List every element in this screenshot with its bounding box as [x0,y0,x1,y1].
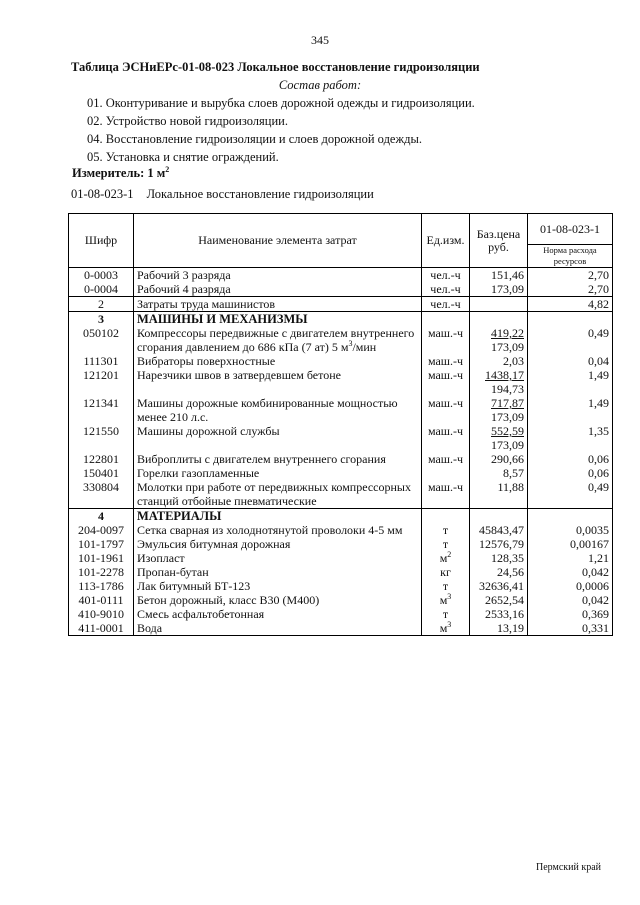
base-price [470,621,528,636]
name-text: Вибраторы поверхностные [137,354,276,368]
name-text: Затраты труда машинистов [137,297,276,311]
unit-text: чел.-ч [430,297,461,311]
unit-text: маш.-ч [427,480,464,494]
price-secondary: 173,09 [491,438,524,452]
unit-of-measure [422,579,470,593]
table-row [69,593,613,607]
region-footer: Пермский край [536,862,601,873]
unit-text: чел.-ч [430,282,461,296]
resource-name [134,621,422,636]
unit-of-measure [422,452,470,466]
resource-code [69,523,134,537]
norm-quantity [528,509,613,524]
name-text: Смесь асфальтобетонная [137,607,265,621]
resource-code [69,297,134,312]
resource-code [69,621,134,636]
unit-text: чел.-ч [430,268,461,282]
unit-of-measure [422,537,470,551]
table-row [69,268,613,283]
table-row [69,523,613,537]
qty-text: 2,70 [588,268,609,282]
unit-text: м [439,593,448,607]
qty-text: 2,70 [588,282,609,296]
qty-text: 0,00167 [570,537,609,551]
unit-of-measure [422,621,470,636]
unit-of-measure [422,565,470,579]
resource-name [134,282,422,297]
name-text: Лак битумный БТ-123 [137,579,251,593]
table-row [69,480,613,509]
price-text: 2652,54 [485,593,524,607]
unit-text: маш.-ч [427,326,464,340]
resource-code [69,268,134,283]
code-text: 122801 [83,452,119,466]
resource-name [134,424,422,452]
base-price [470,537,528,551]
name-text: Пропан-бутан [137,565,209,579]
code-text: 101-2278 [78,565,124,579]
code-text: 113-1786 [78,579,124,593]
norm-code: 01-08-023-1 [71,187,134,201]
name-text: Горелки газопламенные [137,466,260,480]
norm-quantity [528,312,613,327]
base-price [470,565,528,579]
name-text: Эмульсия битумная дорожная [137,537,291,551]
unit-of-measure [422,551,470,565]
name-text: Вода [137,621,163,635]
name-text: Машины дорожные комбинированные мощностью менее 210 л.с. [137,396,398,424]
unit-text: т [442,607,449,621]
norm-quantity [528,607,613,621]
base-price [470,551,528,565]
header-name: Наименование элемента затрат [134,214,422,268]
qty-text: 1,21 [588,551,609,565]
unit-of-measure [422,480,470,509]
name-text: Сетка сварная из холоднотянутой проволоки 4-5 мм [137,523,403,537]
resource-name [134,523,422,537]
norm-quantity [528,268,613,283]
code-text: 101-1797 [78,537,124,551]
qty-text: 0,06 [588,452,609,466]
price-secondary: 194,73 [491,382,524,396]
meter-power: 2 [165,164,170,174]
qty-text: 1,49 [588,396,609,410]
meter-label: Измеритель: 1 м [72,166,166,180]
norm-quantity [528,551,613,565]
resource-code [69,509,134,524]
name-text: МАТЕРИАЛЫ [137,509,222,523]
resource-code [69,593,134,607]
price-text: 2533,16 [485,607,524,621]
header-unit: Ед.изм. [422,214,470,268]
section-row [69,312,613,327]
unit-text: маш.-ч [427,452,464,466]
base-price [470,326,528,354]
qty-text: 0,04 [588,354,609,368]
resource-name [134,354,422,368]
name-text: МАШИНЫ И МЕХАНИЗМЫ [137,312,308,326]
price-primary: 1438,17 [485,368,524,382]
code-text: 411-0001 [78,621,124,635]
code-text: 0-0003 [84,268,118,282]
norm-quantity [528,424,613,452]
price-text: 151,46 [491,268,524,282]
base-price [470,282,528,297]
table-row [69,368,613,396]
name-text: Компрессоры передвижные с двигателем внутреннего сгорания давлением до 686 кПа (7 ат) 5 м [137,326,415,354]
base-price [470,579,528,593]
qty-text: 0,49 [588,326,609,340]
table-row [69,607,613,621]
code-text: 101-1961 [78,551,124,565]
unit-superscript: 3 [447,592,452,601]
name-text: Изопласт [137,551,185,565]
unit-text: кг [440,565,451,579]
resource-code [69,312,134,327]
norm-quantity [528,297,613,312]
norm-quantity [528,368,613,396]
norm-quantity [528,396,613,424]
norm-quantity [528,354,613,368]
price-text: 2,03 [503,354,524,368]
norm-quantity [528,466,613,480]
price-secondary: 173,09 [491,340,524,354]
resource-name [134,312,422,327]
resource-name [134,368,422,396]
name-text: Молотки при работе от передвижных компрессорных станций отбойные пневматические [137,480,411,508]
base-price [470,268,528,283]
section-row [69,509,613,524]
header-price: Баз.цена руб. [470,214,528,268]
work-step: 04. Восстановление гидроизоляции и слоев дорожной одежды. [87,132,423,146]
resource-code [69,480,134,509]
resource-name [134,565,422,579]
table-row [69,354,613,368]
resource-name [134,551,422,565]
name-text: Рабочий 3 разряда [137,268,231,282]
resource-code [69,537,134,551]
unit-of-measure [422,523,470,537]
resource-name [134,297,422,312]
name-tail: /мин [352,340,377,354]
base-price [470,368,528,396]
table-row [69,466,613,480]
unit-of-measure [422,312,470,327]
norm-quantity [528,621,613,636]
price-text: 173,09 [491,282,524,296]
table-row [69,537,613,551]
name-text: Нарезчики швов в затвердевшем бетоне [137,368,341,382]
resource-code [69,579,134,593]
code-text: 401-0111 [78,593,124,607]
resource-name [134,537,422,551]
qty-text: 0,49 [588,480,609,494]
code-text: 3 [98,312,104,326]
resource-name [134,579,422,593]
name-text: Бетон дорожный, класс В30 (М400) [137,593,320,607]
code-text: 111301 [83,354,119,368]
price-text: 128,35 [491,551,524,565]
resource-name [134,593,422,607]
code-text: 121201 [83,368,119,382]
unit-superscript: 3 [447,620,452,629]
table-header-row [69,214,613,245]
norm-quantity [528,579,613,593]
unit-text: м [439,621,448,635]
table-row [69,452,613,466]
unit-of-measure [422,593,470,607]
base-price [470,354,528,368]
code-text: 2 [98,297,104,311]
base-price [470,424,528,452]
unit-of-measure [422,354,470,368]
resource-code [69,368,134,396]
resource-name [134,509,422,524]
unit-text: м [439,551,448,565]
unit-text: маш.-ч [427,354,464,368]
resource-code [69,396,134,424]
base-price [470,466,528,480]
code-text: 410-9010 [78,607,124,621]
unit-text: т [442,579,449,593]
table-row [69,424,613,452]
qty-text: 1,35 [588,424,609,438]
unit-text: маш.-ч [427,396,464,410]
unit-of-measure [422,509,470,524]
header-code: Шифр [69,214,134,268]
norm-line [71,187,374,202]
table-row [69,297,613,312]
qty-text: 0,0035 [576,523,609,537]
name-text: Виброплиты с двигателем внутреннего сгорания [137,452,386,466]
table-row [69,282,613,297]
price-text: 32636,41 [479,579,524,593]
norm-quantity [528,523,613,537]
unit-of-measure [422,424,470,452]
unit-of-measure [422,368,470,396]
norm-quantity [528,452,613,466]
work-step: 01. Оконтуривание и вырубка слоев дорожной одежды и гидроизоляции. [87,96,475,110]
code-text: 121341 [83,396,119,410]
resource-code [69,466,134,480]
norm-quantity [528,593,613,607]
qty-text: 0,042 [582,565,609,579]
qty-text: 4,82 [588,297,609,311]
base-price [470,312,528,327]
qty-text: 0,331 [582,621,609,635]
price-text: 12576,79 [479,537,524,551]
table-row [69,551,613,565]
unit-text: т [442,537,449,551]
base-price [470,593,528,607]
unit-superscript: 2 [447,550,452,559]
unit-of-measure [422,282,470,297]
base-price [470,480,528,509]
price-primary: 552,59 [491,424,524,438]
table-row [69,326,613,354]
unit-text: маш.-ч [427,368,464,382]
qty-text: 0,369 [582,607,609,621]
unit-of-measure [422,607,470,621]
resource-code [69,326,134,354]
code-text: 4 [98,509,104,523]
unit-of-measure [422,297,470,312]
price-text: 24,56 [497,565,524,579]
resource-code [69,565,134,579]
code-text: 330804 [83,480,119,494]
work-step: 02. Устройство новой гидроизоляции. [87,114,288,128]
name-text: Машины дорожной службы [137,424,280,438]
norm-quantity [528,480,613,509]
code-text: 121550 [83,424,119,438]
price-secondary: 173,09 [491,410,524,424]
page-number: 345 [311,33,329,47]
resource-code [69,551,134,565]
base-price [470,607,528,621]
unit-of-measure [422,396,470,424]
price-primary: 717,87 [491,396,524,410]
header-norm: 01-08-023-1 [528,214,613,245]
resource-name [134,326,422,354]
resource-name [134,452,422,466]
unit-of-measure [422,326,470,354]
resource-name [134,480,422,509]
code-text: 204-0097 [78,523,124,537]
resource-name [134,466,422,480]
base-price [470,297,528,312]
unit-of-measure [422,268,470,283]
resource-name [134,268,422,283]
resource-code [69,452,134,466]
work-step: 05. Установка и снятие ограждений. [87,150,279,164]
table-row [69,579,613,593]
code-text: 050102 [83,326,119,340]
code-text: 150401 [83,466,119,480]
name-superscript: 3 [348,339,353,348]
measurement-unit [72,166,169,181]
resource-code [69,607,134,621]
price-text: 290,66 [491,452,524,466]
resource-code [69,282,134,297]
base-price [470,523,528,537]
qty-text: 0,0006 [576,579,609,593]
price-text: 8,57 [503,466,524,480]
resource-name [134,396,422,424]
qty-text: 1,49 [588,368,609,382]
price-primary: 419,22 [491,326,524,340]
resource-name [134,607,422,621]
price-text: 11,88 [497,480,524,494]
base-price [470,396,528,424]
unit-text: маш.-ч [427,424,464,438]
code-text: 0-0004 [84,282,118,296]
base-price [470,452,528,466]
table-row [69,565,613,579]
qty-text: 0,042 [582,593,609,607]
unit-of-measure [422,466,470,480]
norm-quantity [528,565,613,579]
resource-norms-table [68,213,613,636]
norm-quantity [528,537,613,551]
norm-quantity [528,282,613,297]
work-composition-heading: Состав работ: [278,78,362,92]
table-row [69,621,613,636]
qty-text: 0,06 [588,466,609,480]
table-title: Таблица ЭСНиЕРс-01-08-023 Локальное восстановление гидроизоляции [71,60,480,74]
table-row [69,396,613,424]
resource-code [69,354,134,368]
name-text: Рабочий 4 разряда [137,282,231,296]
norm-caption: Норма расхода ресурсов [528,245,613,268]
price-text: 13,19 [497,621,524,635]
price-text: 45843,47 [479,523,524,537]
norm-name: Локальное восстановление гидроизоляции [146,187,374,201]
resource-code [69,424,134,452]
unit-text: т [442,523,449,537]
norm-quantity [528,326,613,354]
base-price [470,509,528,524]
